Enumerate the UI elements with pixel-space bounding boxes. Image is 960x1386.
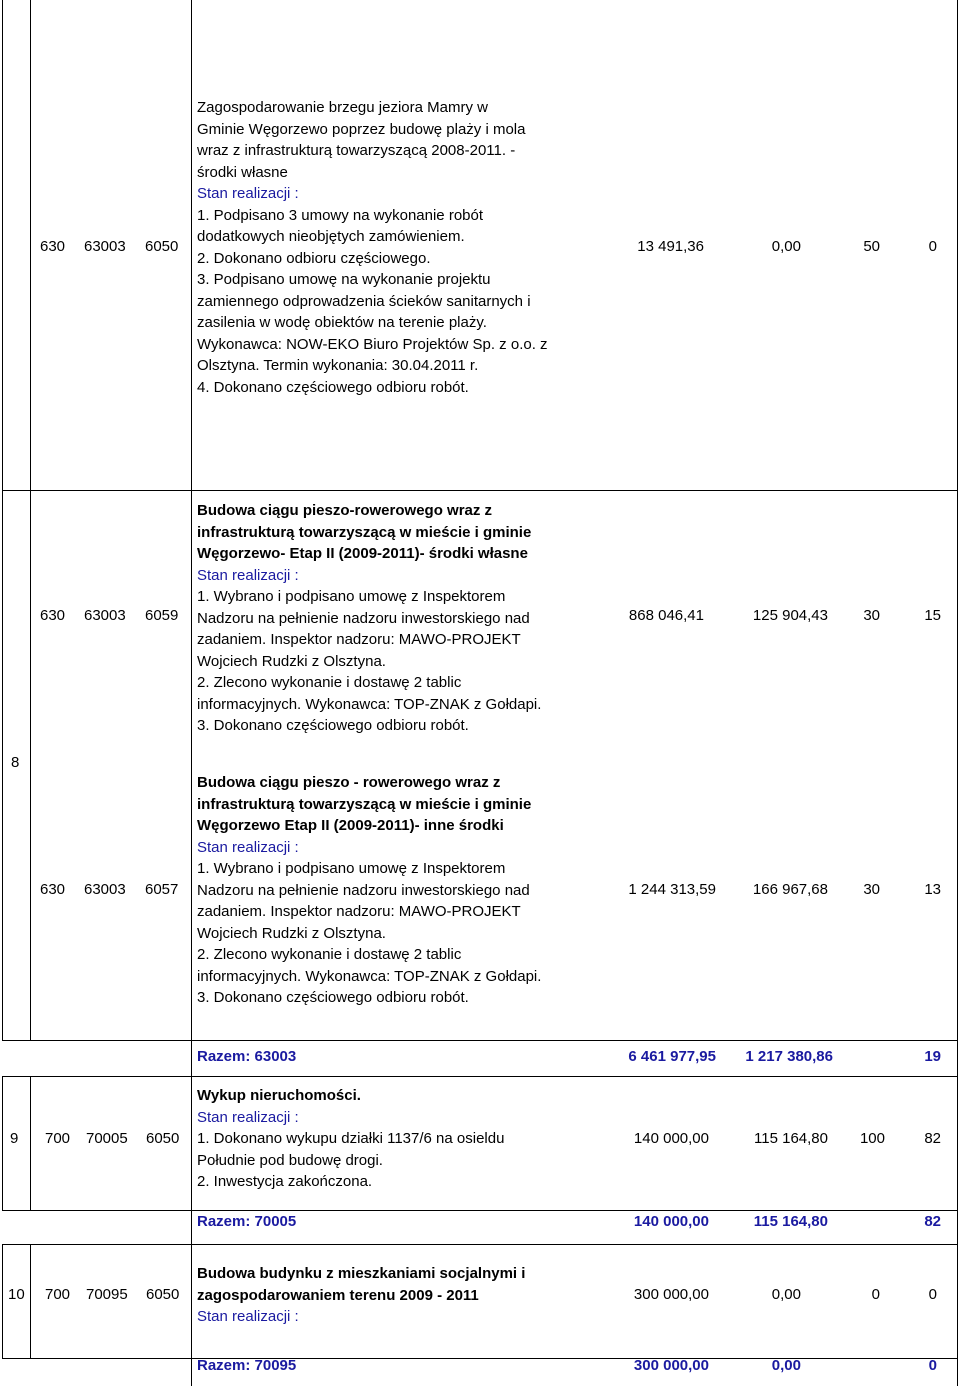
- rozdzial-cell: 63003: [84, 607, 126, 624]
- total-label: Razem: 63003: [197, 1048, 297, 1065]
- task-description: Zagospodarowanie brzegu jeziora Mamry w Gminie Węgorzewo poprzez budowę plaży i mola wraz z infrastrukturą towarzyszącą 2008-2011. - środki własne Stan realizacji : 1. Podpisano 3 umowy na wykonanie robót dodatkowych nieobjętych zamówieniem. 2. Dokonano odbioru częściowego. 3. Podpisano umowę na wykonanie projektu zamiennego odprowadzenia ścieków sanitarnych i zasilenia w wodę obiektów na terenie plaży. Wykonawca: NOW-EKO Biuro Projektów Sp. z o.o. z Olsztyna. Termin wykonania: 30.04.2011 r. 4. Dokonano częściowego odbioru robót.: [197, 99, 548, 396]
- total-execution: 1 217 380,86: [745, 1048, 833, 1065]
- total-label: Razem: 70005: [197, 1213, 297, 1230]
- total-plan: 300 000,00: [633, 1357, 709, 1374]
- execution-value: 0,00: [771, 1286, 801, 1303]
- rozdzial-cell: 70095: [86, 1286, 128, 1303]
- total-execution: 0,00: [771, 1357, 801, 1374]
- dzial-cell: 700: [45, 1286, 71, 1303]
- plan-value: 1 244 313,59: [628, 881, 716, 898]
- paragraf-cell: 6059: [145, 607, 179, 624]
- paragraf-cell: 6050: [146, 1286, 180, 1303]
- task-description: Wykup nieruchomości. Stan realizacji : 1. Dokonano wykupu działki 1137/6 na osieldu Południe pod budowę drogi. 2. Inwestycja zakończona.: [197, 1087, 505, 1190]
- percent-value: 0: [928, 1286, 937, 1303]
- status-label: Stan realizacji :: [197, 1108, 299, 1126]
- percent-value: 100: [859, 1130, 885, 1147]
- row-number: 8: [11, 754, 20, 771]
- status-label: Stan realizacji :: [197, 566, 299, 584]
- total-label: Razem: 70095: [197, 1357, 297, 1374]
- percent-value: 15: [924, 607, 941, 624]
- row-number: 10: [8, 1286, 25, 1303]
- task-description: Budowa ciągu pieszo - rowerowego wraz z infrastrukturą towarzyszącą w mieście i gminie Węgorzewo Etap II (2009-2011)- inne środki Stan realizacji : 1. Wybrano i podpisano umowę z Inspektorem Nadzoru na pełnienie nadzoru inwestorskiego nad zadaniem. Inspektor nadzoru: MAWO-PROJEKT Wojciech Rudzki z Olsztyna. 2. Zlecono wykonanie i dostawę 2 tablic informacyjnych. Wykonawca: TOP-ZNAK z Gołdapi. 3. Dokonano częściowego odbioru robót.: [197, 774, 542, 1006]
- plan-value: 140 000,00: [633, 1130, 709, 1147]
- row-number: 9: [10, 1130, 19, 1147]
- execution-value: 166 967,68: [752, 881, 828, 898]
- percent-value: 0: [871, 1286, 880, 1303]
- dzial-cell: 630: [40, 607, 66, 624]
- plan-value: 13 491,36: [637, 238, 704, 255]
- rozdzial-cell: 70005: [86, 1130, 128, 1147]
- status-label: Stan realizacji :: [197, 185, 299, 202]
- plan-value: 300 000,00: [633, 1286, 709, 1303]
- percent-value: 13: [924, 881, 941, 898]
- dzial-cell: 630: [40, 238, 66, 255]
- percent-value: 30: [863, 607, 880, 624]
- rozdzial-cell: 63003: [84, 881, 126, 898]
- paragraf-cell: 6050: [146, 1130, 180, 1147]
- percent-value: 82: [924, 1130, 941, 1147]
- execution-value: 125 904,43: [752, 607, 828, 624]
- dzial-cell: 630: [40, 881, 66, 898]
- total-percent: 19: [924, 1048, 941, 1065]
- percent-value: 30: [863, 881, 880, 898]
- status-label: Stan realizacji :: [197, 838, 299, 856]
- total-execution: 115 164,80: [753, 1213, 828, 1230]
- percent-value: 0: [928, 238, 937, 255]
- paragraf-cell: 6050: [145, 238, 179, 255]
- execution-value: 115 164,80: [754, 1130, 828, 1147]
- dzial-cell: 700: [45, 1130, 71, 1147]
- rozdzial-cell: 63003: [84, 238, 126, 255]
- total-percent: 82: [924, 1213, 941, 1230]
- total-plan: 6 461 977,95: [628, 1048, 716, 1065]
- status-label: Stan realizacji :: [197, 1308, 299, 1325]
- percent-value: 50: [863, 238, 880, 255]
- total-percent: 0: [928, 1357, 937, 1374]
- paragraf-cell: 6057: [145, 881, 179, 898]
- plan-value: 868 046,41: [628, 607, 704, 624]
- task-description: Budowa ciągu pieszo-rowerowego wraz z infrastrukturą towarzyszącą w mieście i gminie Węgorzewo- Etap II (2009-2011)- środki własne Stan realizacji : 1. Wybrano i podpisano umowę z Inspektorem Nadzoru na pełnienie nadzoru inwestorskiego nad zadaniem. Inspektor nadzoru: MAWO-PROJEKT Wojciech Rudzki z Olsztyna. 2. Zlecono wykonanie i dostawę 2 tablic informacyjnych. Wykonawca: TOP-ZNAK z Gołdapi. 3. Dokonano częściowego odbioru robót.: [197, 502, 542, 734]
- total-plan: 140 000,00: [633, 1213, 709, 1230]
- execution-value: 0,00: [771, 238, 801, 255]
- task-description: Budowa budynku z mieszkaniami socjalnymi i zagospodarowaniem terenu 2009 - 2011 Stan realizacji :: [197, 1263, 525, 1328]
